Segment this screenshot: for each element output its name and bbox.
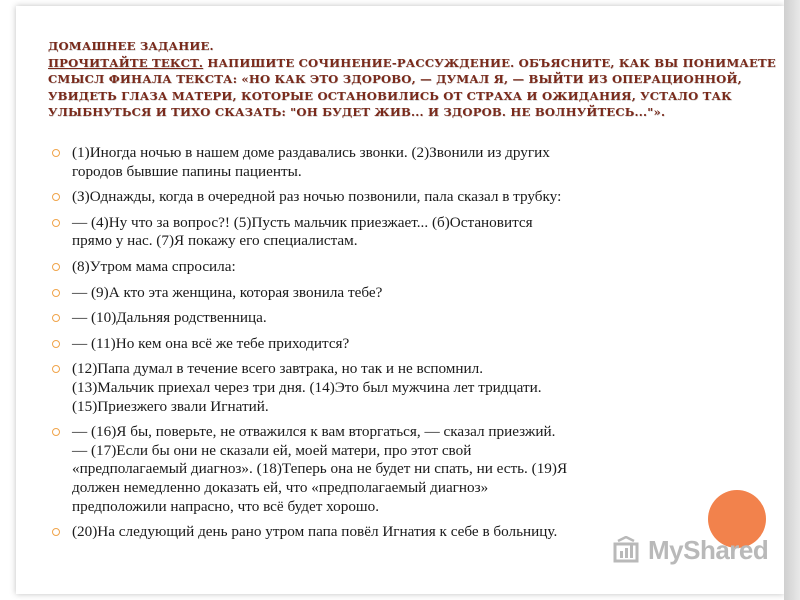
bullet-circle-icon (52, 365, 60, 373)
myshared-logo-icon (612, 536, 642, 564)
paragraph-text (72, 284, 752, 303)
paragraph-item (52, 423, 752, 516)
paragraph-item (52, 335, 752, 354)
paragraph-line: — (10)Дальняя родственница. (72, 309, 267, 327)
paragraph-line: (15)Приезжего звали Игнатий. (72, 397, 269, 415)
paragraph-item (52, 214, 752, 251)
paragraph-line: — (17)Если бы они не сказали ей, моей матери, про этот свой (72, 441, 472, 459)
paragraph-text (72, 188, 752, 207)
paragraph-item (52, 284, 752, 303)
paragraph-item (52, 309, 752, 328)
paragraph-line: прямо у нас. (7)Я покажу его специалистам. (72, 232, 358, 250)
paragraph-line: — (16)Я бы, поверьте, не отважился к вам вторгаться, — сказал приезжий. (72, 423, 556, 441)
bullet-circle-icon (52, 428, 60, 436)
paragraph-line: (13)Мальчик приехал через три дня. (14)Это был мужчина лет тридцати. (72, 378, 542, 396)
heading-line-4: УВИДЕТЬ ГЛАЗА МАТЕРИ, КОТОРЫЕ ОСТАНОВИЛИСЬ ОТ СТРАХА И ОЖИДАНИЯ, УСТАЛО ТАК (48, 88, 732, 103)
paragraph-item (52, 188, 752, 207)
heading-line-2-rest: НАПИШИТЕ СОЧИНЕНИЕ-РАССУЖДЕНИЕ. ОБЪЯСНИТЕ, КАК ВЫ ПОНИМАЕТЕ (203, 55, 776, 70)
paragraph-line: — (4)Ну что за вопрос?! (5)Пусть мальчик приезжает... (б)Остановится (72, 213, 533, 231)
bullet-circle-icon (52, 528, 60, 536)
paragraph-line: (З)Однажды, когда в очередной раз ночью позвонили, пала сказал в трубку: (72, 188, 562, 206)
bullet-circle-icon (52, 219, 60, 227)
paragraph-line: должен немедленно доказать ей, что «предполагаемый диагноз» (72, 478, 489, 496)
assignment-heading (48, 38, 776, 121)
slide-edge (784, 0, 800, 600)
paragraph-text (72, 423, 752, 516)
bullet-circle-icon (52, 340, 60, 348)
paragraph-text (72, 309, 752, 328)
paragraph-item (52, 360, 752, 416)
paragraph-text (72, 258, 752, 277)
paragraph-line: (20)На следующий день рано утром папа повёл Игнатия к себе в больницу. (72, 523, 558, 541)
paragraph-line: — (9)А кто эта женщина, которая звонила тебе? (72, 283, 383, 301)
bullet-circle-icon (52, 193, 60, 201)
watermark-text: MyShared (648, 534, 769, 565)
heading-line-3: СМЫСЛ ФИНАЛА ТЕКСТА: «НО КАК ЭТО ЗДОРОВО, — ДУМАЛ Я, — ВЫЙТИ ИЗ ОПЕРАЦИОННОЙ, (48, 72, 742, 86)
paragraph-line: «предполагаемый диагноз». (18)Теперь она не будет ни спать, ни есть. (19)Я (72, 460, 568, 478)
text-body (52, 144, 752, 549)
paragraph-item (52, 258, 752, 277)
paragraph-line: (1)Иногда ночью в нашем доме раздавались звонки. (2)Звонили из других (72, 144, 550, 161)
heading-read-text: ПРОЧИТАЙТЕ ТЕКСТ. (48, 55, 204, 70)
bullet-circle-icon (52, 263, 60, 271)
paragraph-text (72, 335, 752, 354)
paragraph-item (52, 144, 752, 181)
paragraph-line: (12)Папа думал в течение всего завтрака, но так и не вспомнил. (72, 360, 484, 378)
paragraph-text (72, 214, 752, 251)
paragraph-line: предположили напрасно, что всё будет хорошо. (72, 497, 380, 515)
heading-line-5: УЛЫБНУТЬСЯ И ТИХО СКАЗАТЬ: "ОН БУДЕТ ЖИВ... И ЗДОРОВ. НЕ ВОЛНУЙТЕСЬ..."». (48, 105, 666, 119)
paragraph-text (72, 360, 752, 416)
paragraph-line: — (11)Но кем она всё же тебе приходится? (72, 334, 350, 352)
bullet-circle-icon (52, 149, 60, 157)
paragraph-line: (8)Утром мама спросила: (72, 257, 236, 275)
paragraph-line: городов бывшие папины пациенты. (72, 162, 302, 180)
paragraph-text (72, 144, 752, 181)
bullet-circle-icon (52, 289, 60, 297)
watermark (612, 535, 772, 565)
heading-line-1: ДОМАШНЕЕ ЗАДАНИЕ. (48, 39, 214, 53)
bullet-circle-icon (52, 314, 60, 322)
heading-line-2 (48, 55, 776, 72)
